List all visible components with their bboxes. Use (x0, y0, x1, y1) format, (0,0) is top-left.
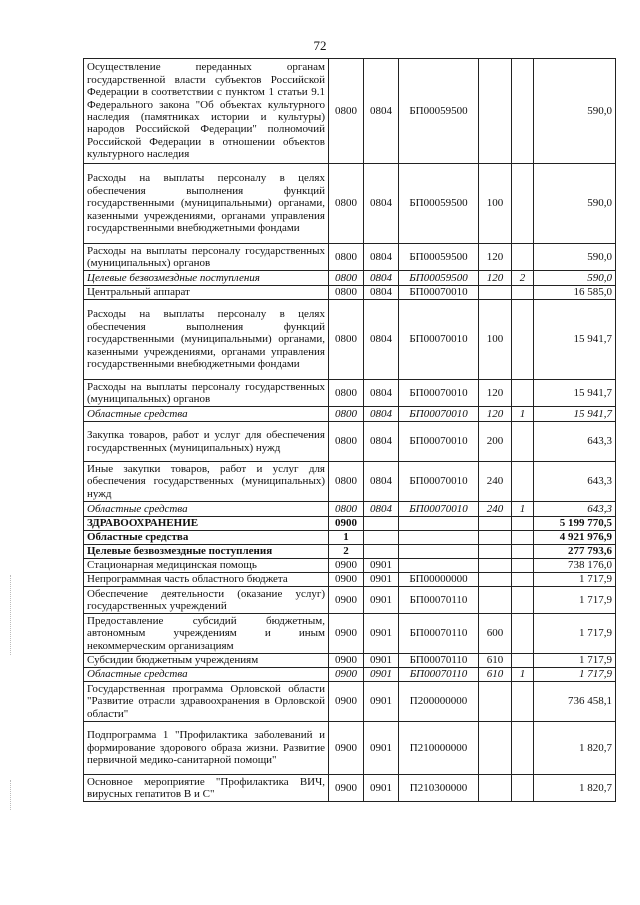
row-amount: 643,3 (534, 502, 616, 517)
row-expense-type-code: 240 (479, 462, 512, 502)
row-section-code: 1 (329, 531, 364, 545)
row-name: Осуществление переданных органам государственной власти субъектов Российской Федерации в соответствии с пунктом 1 статьи 9.1 Федерального закона "Об объектах культурного наследия (памятниках истории и культуры) народов Российской Федерации" полномочий Российской Федерации в отношении объектов культурного наследия (84, 59, 329, 164)
row-name: ЗДРАВООХРАНЕНИЕ (84, 517, 329, 531)
row-target-code: БП00070010 (399, 462, 479, 502)
row-name: Обеспечение деятельности (оказание услуг) государственных учреждений (84, 587, 329, 614)
row-subsection-code (364, 531, 399, 545)
row-target-code (399, 531, 479, 545)
row-funding-source (512, 559, 534, 573)
row-name: Расходы на выплаты персоналу государственных (муниципальных) органов (84, 244, 329, 271)
row-subsection-code (364, 545, 399, 559)
row-name: Субсидии бюджетным учреждениям (84, 654, 329, 668)
table-row (84, 286, 616, 300)
scan-edge-mark (10, 575, 12, 655)
row-funding-source (512, 682, 534, 722)
row-section-code: 0800 (329, 462, 364, 502)
row-funding-source: 1 (512, 502, 534, 517)
row-expense-type-code (479, 722, 512, 775)
row-subsection-code: 0804 (364, 164, 399, 244)
row-funding-source (512, 59, 534, 164)
row-amount: 5 199 770,5 (534, 517, 616, 531)
row-subsection-code: 0901 (364, 722, 399, 775)
row-expense-type-code: 100 (479, 164, 512, 244)
row-target-code: БП00059500 (399, 164, 479, 244)
table-row (84, 517, 616, 531)
table-row (84, 668, 616, 682)
row-target-code: П210300000 (399, 775, 479, 802)
row-section-code: 0900 (329, 682, 364, 722)
row-section-code: 2 (329, 545, 364, 559)
row-subsection-code: 0804 (364, 462, 399, 502)
row-section-code: 0900 (329, 775, 364, 802)
row-funding-source (512, 654, 534, 668)
row-section-code: 0800 (329, 300, 364, 380)
row-target-code: БП00070010 (399, 502, 479, 517)
row-funding-source (512, 244, 534, 271)
table-row (84, 573, 616, 587)
row-funding-source (512, 462, 534, 502)
row-name: Иные закупки товаров, работ и услуг для обеспечения государственных (муниципальных) нужд (84, 462, 329, 502)
table-row (84, 559, 616, 573)
row-target-code: БП00070110 (399, 587, 479, 614)
row-subsection-code (364, 517, 399, 531)
row-funding-source (512, 380, 534, 407)
row-amount: 16 585,0 (534, 286, 616, 300)
row-amount: 1 717,9 (534, 668, 616, 682)
row-subsection-code: 0804 (364, 502, 399, 517)
row-funding-source (512, 422, 534, 462)
row-expense-type-code (479, 517, 512, 531)
row-expense-type-code: 100 (479, 300, 512, 380)
row-subsection-code: 0804 (364, 300, 399, 380)
row-amount: 590,0 (534, 164, 616, 244)
row-amount: 643,3 (534, 462, 616, 502)
row-expense-type-code: 610 (479, 654, 512, 668)
row-expense-type-code: 240 (479, 502, 512, 517)
table-row (84, 502, 616, 517)
row-expense-type-code (479, 531, 512, 545)
row-target-code: П200000000 (399, 682, 479, 722)
row-amount: 1 820,7 (534, 775, 616, 802)
row-amount: 1 717,9 (534, 573, 616, 587)
row-section-code: 0800 (329, 502, 364, 517)
table-row (84, 59, 616, 164)
row-section-code: 0800 (329, 407, 364, 422)
row-target-code (399, 517, 479, 531)
row-section-code: 0800 (329, 164, 364, 244)
row-name: Непрограммная часть областного бюджета (84, 573, 329, 587)
row-expense-type-code (479, 775, 512, 802)
row-section-code: 0800 (329, 422, 364, 462)
row-subsection-code: 0804 (364, 407, 399, 422)
row-amount: 15 941,7 (534, 300, 616, 380)
row-name: Подпрограмма 1 "Профилактика заболеваний и формирование здорового образа жизни. Развитие первичной медико-санитарной помощи" (84, 722, 329, 775)
table-row (84, 587, 616, 614)
table-row (84, 462, 616, 502)
row-expense-type-code: 600 (479, 614, 512, 654)
row-target-code: БП00070010 (399, 380, 479, 407)
row-target-code: БП00000000 (399, 573, 479, 587)
row-target-code (399, 545, 479, 559)
row-funding-source (512, 300, 534, 380)
row-amount: 736 458,1 (534, 682, 616, 722)
row-name: Целевые безвозмездные поступления (84, 271, 329, 286)
row-funding-source (512, 587, 534, 614)
row-section-code: 0900 (329, 654, 364, 668)
table-row (84, 531, 616, 545)
row-section-code: 0900 (329, 517, 364, 531)
row-section-code: 0900 (329, 573, 364, 587)
row-target-code: БП00059500 (399, 59, 479, 164)
row-name: Расходы на выплаты персоналу в целях обеспечения выполнения функций государственными (муниципальными) органами, казенными учреждениями, органами управления государственными внебюджетными фондами (84, 300, 329, 380)
row-target-code (399, 559, 479, 573)
row-subsection-code: 0804 (364, 286, 399, 300)
row-subsection-code: 0901 (364, 559, 399, 573)
row-target-code: БП00070010 (399, 407, 479, 422)
row-funding-source (512, 517, 534, 531)
row-funding-source (512, 531, 534, 545)
row-name: Областные средства (84, 531, 329, 545)
row-funding-source (512, 545, 534, 559)
row-funding-source (512, 573, 534, 587)
row-name: Государственная программа Орловской области "Развитие отрасли здравоохранения в Орловской области" (84, 682, 329, 722)
row-name: Закупка товаров, работ и услуг для обеспечения государственных (муниципальных) нужд (84, 422, 329, 462)
table-row (84, 614, 616, 654)
row-subsection-code: 0804 (364, 59, 399, 164)
row-amount: 1 717,9 (534, 587, 616, 614)
row-amount: 590,0 (534, 244, 616, 271)
row-expense-type-code: 610 (479, 668, 512, 682)
row-section-code: 0900 (329, 587, 364, 614)
row-section-code: 0800 (329, 271, 364, 286)
row-target-code: БП00070010 (399, 422, 479, 462)
scan-edge-mark (10, 780, 12, 810)
row-name: Расходы на выплаты персоналу в целях обеспечения выполнения функций государственными (муниципальными) органами, казенными учреждениями, органами управления государственными внебюджетными фондами (84, 164, 329, 244)
row-subsection-code: 0804 (364, 244, 399, 271)
row-subsection-code: 0901 (364, 614, 399, 654)
row-name: Предоставление субсидий бюджетным, автономным учреждениям и иным некоммерческим организациям (84, 614, 329, 654)
row-amount: 590,0 (534, 59, 616, 164)
table-row (84, 300, 616, 380)
row-section-code: 0900 (329, 614, 364, 654)
table-row (84, 654, 616, 668)
row-expense-type-code (479, 587, 512, 614)
table-row (84, 545, 616, 559)
row-name: Целевые безвозмездные поступления (84, 545, 329, 559)
row-subsection-code: 0804 (364, 380, 399, 407)
row-expense-type-code: 120 (479, 271, 512, 286)
row-subsection-code: 0901 (364, 587, 399, 614)
row-funding-source (512, 614, 534, 654)
table-row (84, 244, 616, 271)
row-target-code: БП00070010 (399, 286, 479, 300)
table-row (84, 407, 616, 422)
row-name: Областные средства (84, 407, 329, 422)
row-amount: 4 921 976,9 (534, 531, 616, 545)
row-target-code: БП00059500 (399, 244, 479, 271)
row-name: Расходы на выплаты персоналу государственных (муниципальных) органов (84, 380, 329, 407)
row-subsection-code: 0804 (364, 271, 399, 286)
row-funding-source: 1 (512, 668, 534, 682)
table-row (84, 164, 616, 244)
row-funding-source: 1 (512, 407, 534, 422)
row-subsection-code: 0901 (364, 654, 399, 668)
row-subsection-code: 0901 (364, 573, 399, 587)
row-funding-source (512, 286, 534, 300)
row-name: Областные средства (84, 668, 329, 682)
row-section-code: 0800 (329, 286, 364, 300)
row-expense-type-code: 200 (479, 422, 512, 462)
row-amount: 15 941,7 (534, 407, 616, 422)
row-target-code: БП00070110 (399, 654, 479, 668)
row-funding-source (512, 722, 534, 775)
row-target-code: БП00070110 (399, 668, 479, 682)
row-target-code: БП00070110 (399, 614, 479, 654)
row-section-code: 0900 (329, 559, 364, 573)
page-number: 72 (313, 38, 327, 53)
row-name: Областные средства (84, 502, 329, 517)
table-row (84, 722, 616, 775)
table-row (84, 271, 616, 286)
table-row (84, 422, 616, 462)
row-expense-type-code (479, 559, 512, 573)
row-name: Центральный аппарат (84, 286, 329, 300)
row-funding-source (512, 164, 534, 244)
row-funding-source (512, 775, 534, 802)
row-section-code: 0800 (329, 244, 364, 271)
row-expense-type-code: 120 (479, 407, 512, 422)
row-target-code: БП00059500 (399, 271, 479, 286)
row-subsection-code: 0901 (364, 668, 399, 682)
row-amount: 1 717,9 (534, 614, 616, 654)
row-section-code: 0800 (329, 380, 364, 407)
row-amount: 643,3 (534, 422, 616, 462)
row-section-code: 0800 (329, 59, 364, 164)
row-expense-type-code (479, 545, 512, 559)
row-name: Основное мероприятие "Профилактика ВИЧ, вирусных гепатитов В и С" (84, 775, 329, 802)
row-expense-type-code (479, 59, 512, 164)
row-target-code: П210000000 (399, 722, 479, 775)
row-amount: 1 820,7 (534, 722, 616, 775)
table-row (84, 775, 616, 802)
row-funding-source: 2 (512, 271, 534, 286)
row-amount: 277 793,6 (534, 545, 616, 559)
row-target-code: БП00070010 (399, 300, 479, 380)
row-subsection-code: 0901 (364, 682, 399, 722)
row-expense-type-code (479, 682, 512, 722)
row-expense-type-code: 120 (479, 380, 512, 407)
row-name: Стационарная медицинская помощь (84, 559, 329, 573)
table-row (84, 380, 616, 407)
row-amount: 590,0 (534, 271, 616, 286)
row-subsection-code: 0804 (364, 422, 399, 462)
row-expense-type-code: 120 (479, 244, 512, 271)
row-amount: 15 941,7 (534, 380, 616, 407)
row-section-code: 0900 (329, 668, 364, 682)
row-amount: 738 176,0 (534, 559, 616, 573)
budget-table (83, 58, 616, 802)
row-subsection-code: 0901 (364, 775, 399, 802)
row-section-code: 0900 (329, 722, 364, 775)
row-amount: 1 717,9 (534, 654, 616, 668)
table-row (84, 682, 616, 722)
row-expense-type-code (479, 286, 512, 300)
row-expense-type-code (479, 573, 512, 587)
